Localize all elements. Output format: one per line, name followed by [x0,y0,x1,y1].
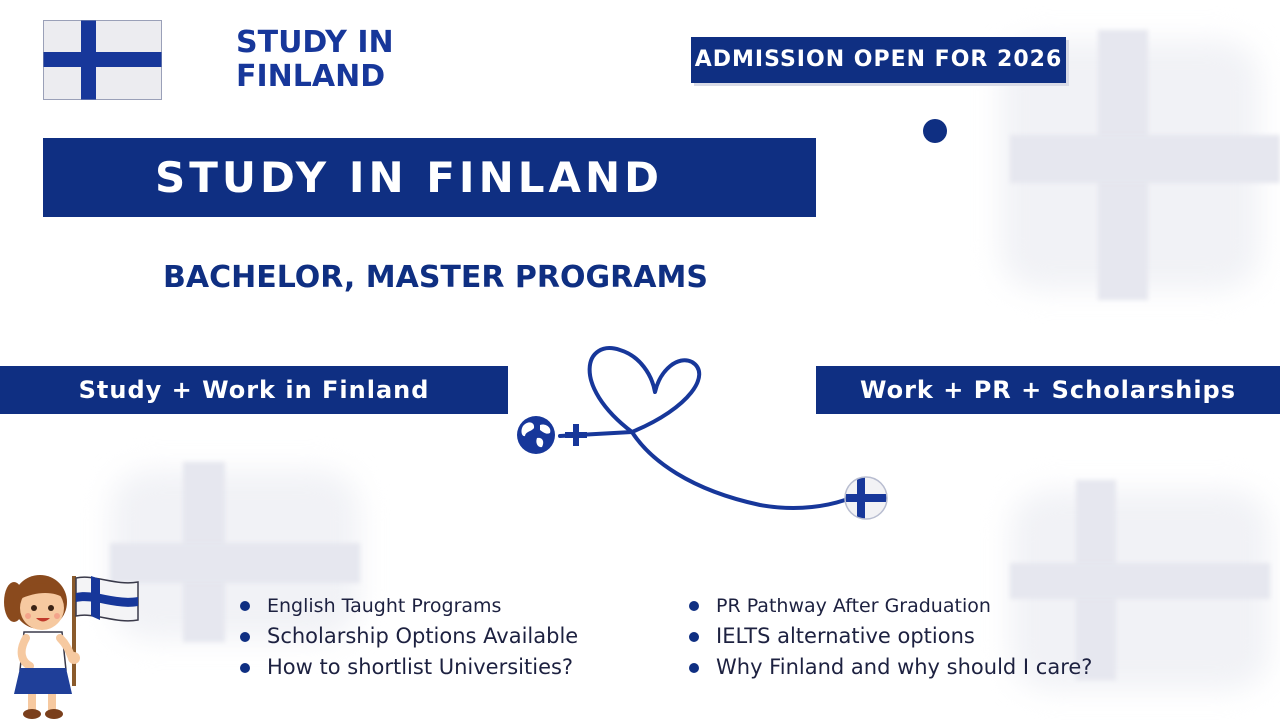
bullet-text: Scholarship Options Available [267,624,579,648]
list-item [686,590,1092,621]
bullet-text: IELTS alternative options [716,624,975,648]
bullet-list-right [686,590,1092,683]
list-item [237,621,578,652]
logo-line-2: FINLAND [236,59,386,94]
bullet-dot [240,632,250,642]
girl-with-flag-illustration [0,562,145,720]
right-banner-text: Work + PR + Scholarships [859,376,1237,404]
bullet-text: English Taught Programs [267,595,502,617]
finland-flag-circle-icon [842,474,890,522]
logo-line-1: STUDY IN [236,25,394,60]
bullet-dot [240,601,250,611]
globe-icon [517,416,555,454]
bullet-dot [689,601,699,611]
heart-path-icon [560,348,845,508]
bullet-dot [240,663,250,673]
page-title: STUDY IN FINLAND [155,153,663,202]
bullet-text: PR Pathway After Graduation [716,595,991,617]
bullet-text: How to shortlist Universities? [267,655,574,679]
left-banner-text: Study + Work in Finland [78,376,430,404]
bullet-dot [689,632,699,642]
bullet-text: Why Finland and why should I care? [716,655,1093,679]
list-item [686,652,1092,683]
list-item [686,621,1092,652]
admission-badge-text: ADMISSION OPEN FOR 2026 [694,47,1063,72]
list-item [237,590,578,621]
bullet-list-left [237,590,578,683]
list-item [237,652,578,683]
bullet-dot [689,663,699,673]
subtitle: BACHELOR, MASTER PROGRAMS [163,260,708,295]
